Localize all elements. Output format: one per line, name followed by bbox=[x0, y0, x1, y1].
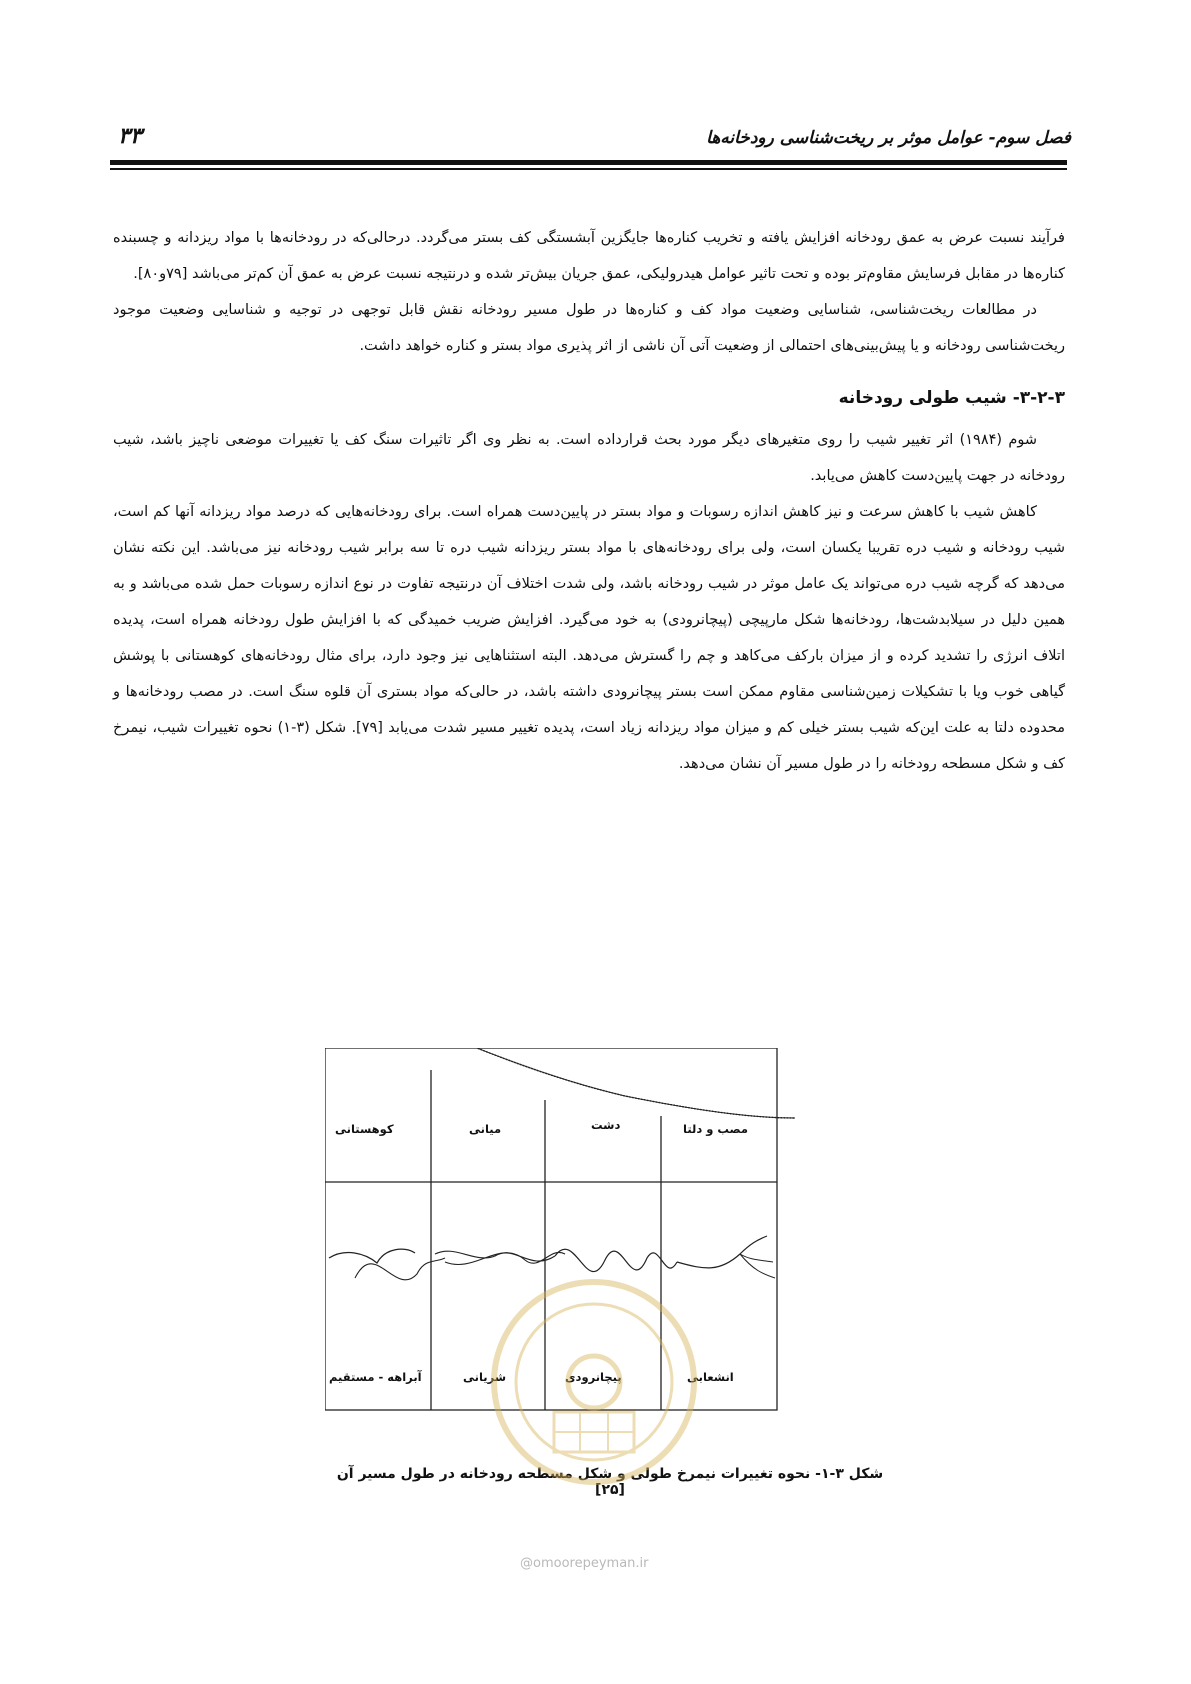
anabranch-1 bbox=[740, 1254, 773, 1262]
header-rule-thick bbox=[110, 160, 1067, 165]
section-heading: ۳-۲-۳- شیب طولی رودخانه bbox=[838, 388, 1065, 408]
header-rule-thin bbox=[110, 168, 1067, 170]
braided-channel-sketch bbox=[435, 1251, 555, 1261]
paragraph-1: فرآیند نسبت عرض به عمق رودخانه افزایش یافته و تخریب کناره‌ها جایگزین آبشستگی کف بستر می‌گردد. درحالی‌که در رودخانه‌ها با مواد ریزدانه و چسبنده کناره‌ها در مقابل فرسایش مقاوم‌تر بوده و تحت تاثیر عوامل هیدرولیکی، عمق جریان بیش‌تر شده و درنتیجه نسبت عرض به عمق آن کم‌تر می‌باشد [۷۹و۸۰]. bbox=[113, 230, 1065, 282]
chapter-title: فصل سوم- عوامل موثر بر ریخت‌شناسی رودخانه‌ها bbox=[706, 128, 1071, 148]
straight-channel-sketch bbox=[329, 1249, 415, 1263]
zone-delta-label: مصب و دلتا bbox=[683, 1122, 749, 1136]
paragraph-4: کاهش شیب با کاهش سرعت و نیز کاهش اندازه رسوبات و مواد بستر در پایین‌دست همراه است. برای رودخانه‌هایی که درصد مواد ریزدانه آنها کم است، شیب رودخانه و شیب دره تقریبا یکسان است، ولی برای رودخانه‌های با مواد بستر ریزدانه شیب دره تا سه برابر شیب رودخانه نیز می‌باشد. این نکته نشان می‌دهد که گرچه شیب دره می‌تواند یک عامل موثر در شیب رودخانه باشد، ولی شدت اختلاف آن درنتیجه تفاوت در نوع اندازه رسوبات حمل شده می‌باشد و به همین دلیل در سیلابدشت‌ها، رودخانه‌ها شکل مارپیچی (پیچانرودی) به خود می‌گیرد. افزایش ضریب خمیدگی که با افزایش طول رودخانه همراه است، پدیده اتلاف انرژی را تشدید کرده و از میزان بارکف می‌کاهد و چم را گسترش می‌دهد. البته استثناهایی نیز وجود دارد، برای مثال رودخانه‌های کوهستانی با پوشش گیاهی خوب ویا با تشکیلات زمین‌شناسی مقاوم ممکن است بستر پیچانرودی داشته باشد، در حالی‌که مواد بستری آن قلوه سنگ است. در مصب رودخانه‌ها و محدوده دلتا به علت این‌که شیب بستر خیلی کم و میزان مواد ریزدانه زیاد است، پدیده تغییر مسیر شدت می‌یابد [۷۹]. شکل (۳-۱) نحوه تغییرات شیب، نیمرخ کف و شکل مسطحه رودخانه را در طول مسیر آن نشان می‌دهد. bbox=[113, 504, 1065, 772]
body-text bbox=[113, 220, 1065, 782]
figure-caption: شکل ۳-۱- نحوه تغییرات نیمرخ طولی و شکل مسطحه رودخانه در طول مسیر آن [۲۵] bbox=[336, 1466, 884, 1498]
paragraph-2: در مطالعات ریخت‌شناسی، شناسایی وضعیت مواد کف و کناره‌ها در طول مسیر رودخانه نقش قابل توجهی در توجیه و شناسایی وضعیت موجود ریخت‌شناسی رودخانه و یا پیش‌بینی‌های احتمالی از وضعیت آتی آن ناشی از اثر پذیری مواد بستر و کناره خواهد داشت. bbox=[113, 302, 1065, 354]
longitudinal-profile-curve bbox=[325, 1048, 795, 1118]
page-number: ۳۳ bbox=[118, 124, 142, 149]
zone-middle-label: میانی bbox=[469, 1122, 502, 1136]
zone-plain-label: دشت bbox=[591, 1118, 621, 1132]
zone-mountain-label: کوهستانی bbox=[335, 1122, 394, 1136]
pattern-anabranching-label: انشعابی bbox=[687, 1370, 734, 1384]
longitudinal-profile-line bbox=[325, 1048, 795, 1118]
pattern-straight-label: آبراهه - مستقیم bbox=[329, 1370, 422, 1384]
meandering-channel-sketch bbox=[555, 1249, 677, 1271]
watermark-logo bbox=[484, 1272, 704, 1492]
pattern-braided-label: شریانی bbox=[463, 1370, 507, 1384]
paragraph-3: شوم (۱۹۸۴) اثر تغییر شیب را روی متغیرهای دیگر مورد بحث قرارداده است. به نظر وی اگر تاثیرات سنگ کف یا تغییرات موضعی ناچیز باشد، شیب رودخانه در جهت پایین‌دست کاهش می‌یابد. bbox=[113, 432, 1065, 484]
anabranch-2 bbox=[740, 1254, 775, 1278]
anabranching-channel-sketch bbox=[677, 1236, 767, 1268]
watermark-url: @omoorepeyman.ir bbox=[520, 1556, 649, 1571]
pattern-meandering-label: پیچانرودی bbox=[565, 1370, 622, 1384]
